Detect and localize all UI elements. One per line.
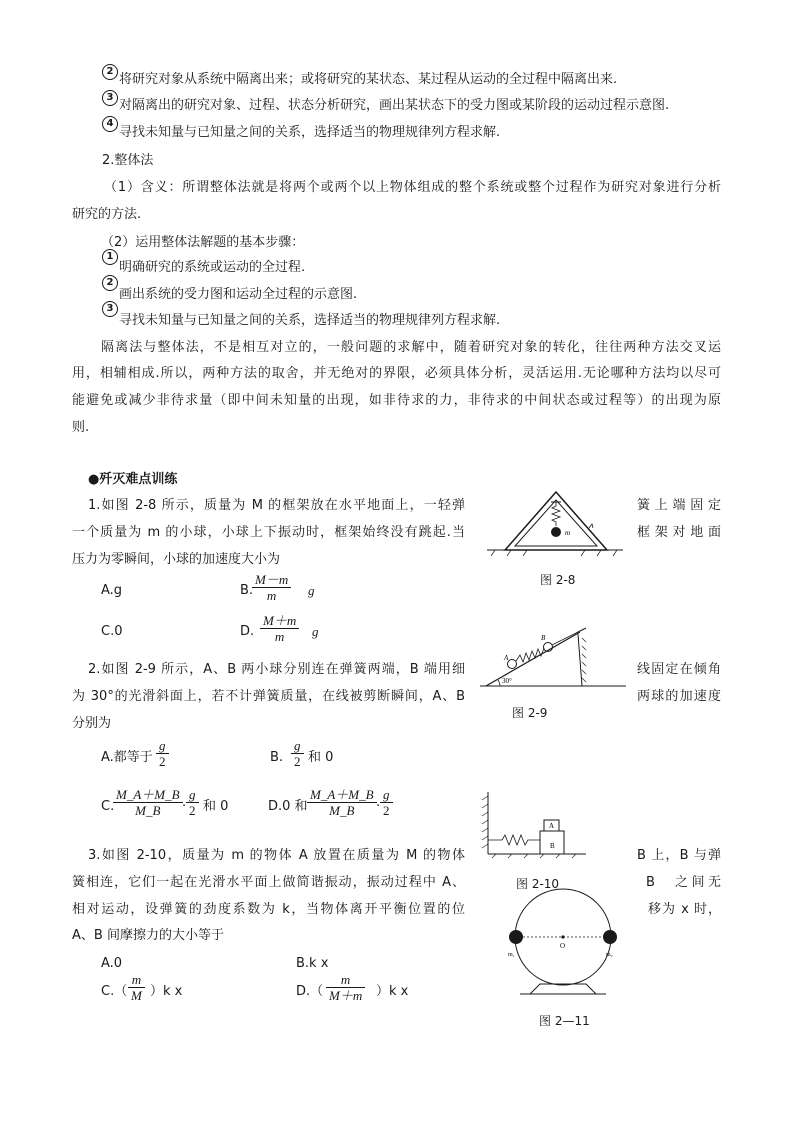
q2-line-right: 线固定在倾角: [637, 662, 721, 677]
q2-option-c-fraction: [113, 787, 183, 818]
q2-option-b-label: B.: [270, 750, 284, 765]
figure-2-10: [478, 788, 590, 858]
step-text: 将研究对象从系统中隔离出来；或将研究的某状态、某过程从运动的全过程中隔离出来.: [119, 72, 618, 87]
denominator: M: [131, 988, 142, 1003]
q3-option-b: B.k x: [296, 956, 329, 971]
step-text: 寻找未知量与已知量之间的关系，选择适当的物理规律列方程求解.: [119, 125, 501, 140]
circled-number: 2: [102, 64, 118, 80]
q2-option-c-tail: 和 0: [203, 799, 229, 814]
q1-line-right: 簧上端固定: [637, 498, 721, 513]
definition-line: 研究的方法.: [72, 207, 142, 222]
q3-option-c-pre: C.（: [101, 984, 128, 999]
circled-number: 3: [102, 301, 118, 317]
numerator: M_A＋M_B: [113, 787, 183, 803]
q2-option-a-fraction: [156, 738, 169, 769]
circled-number: 2: [102, 275, 118, 291]
numerator: g: [156, 738, 169, 754]
denominator: M_B: [329, 803, 355, 818]
right-mass-label: m₂: [606, 952, 613, 958]
q2-line: 为 30°的光滑斜面上，若不计弹簧质量，在线被剪断瞬间，A、B: [72, 689, 465, 704]
q2-option-d-fraction: [307, 787, 377, 818]
step-text: 明确研究的系统或运动的全过程.: [119, 260, 306, 275]
q1-option-b-tail: g: [308, 583, 315, 598]
mass-label: m: [565, 529, 571, 537]
figure-2-9: [478, 626, 628, 690]
q3-option-a: A.0: [101, 956, 123, 971]
denominator: 2: [383, 803, 390, 818]
denominator: M_B: [135, 803, 161, 818]
figure-2-8-caption: 图 2-8: [540, 573, 576, 587]
q2-option-d-fraction-2: [380, 787, 393, 818]
figure-2-9-caption: 图 2-9: [512, 706, 548, 720]
q3-option-d-tail: ）k x: [376, 984, 409, 999]
q1-option-b-label: B.: [240, 583, 254, 598]
center-label: O: [560, 942, 566, 950]
figure-2-11-caption: 图 2—11: [539, 1014, 590, 1028]
summary-line: 能避免或减少非待求量（即中间未知量的出现，如非待求的力，非待求的中间状态或过程等）的出现为原: [72, 393, 721, 408]
q1-option-b-fraction: [252, 572, 291, 603]
label-b: B: [541, 634, 546, 642]
summary-line: 则.: [72, 420, 90, 435]
summary-line: 用，相辅相成.所以，两种方法的取舍，并无绝对的界限，必须具体分析，灵活运用.无论哪种方法均以尽可: [72, 366, 721, 381]
q1-option-a: A.g: [101, 583, 123, 598]
figure-2-11: [500, 888, 628, 1000]
steps-heading: （2）运用整体法解题的基本步骤：: [101, 235, 305, 250]
q3-option-c-fraction: [128, 972, 145, 1003]
q2-option-d-label: D.0 和: [268, 799, 308, 814]
denominator: m: [266, 588, 277, 603]
angle-label: 30°: [502, 677, 512, 685]
circled-number: 4: [102, 116, 118, 132]
q3-line-right: B 之间无: [646, 875, 721, 890]
q3-option-d-pre: D.（: [296, 984, 324, 999]
left-mass-label: m₁: [508, 952, 515, 958]
numerator: M－m: [252, 572, 291, 588]
definition-line: （1）含义：所谓整体法就是将两个或两个以上物体组成的整个系统或整个过程作为研究对象进行分析: [104, 180, 721, 195]
q3-option-c-tail: ）k x: [150, 984, 183, 999]
q2-option-d-mul: ·: [376, 799, 381, 814]
q2-option-c-label: C.: [101, 799, 115, 814]
q3-line: 簧相连，它们一起在光滑水平面上做简谐振动，振动过程中 A、: [72, 875, 465, 890]
numerator: M＋m: [260, 613, 299, 629]
denominator: 2: [189, 803, 196, 818]
summary-line: 隔离法与整体法，不是相互对立的，一般问题的求解中，随着研究对象的转化，往往两种方法交叉运: [101, 340, 721, 355]
q1-option-d-tail: g: [312, 624, 319, 639]
denominator: m: [274, 629, 285, 644]
circled-number: 3: [102, 90, 118, 106]
label-b: B: [550, 842, 555, 850]
step-text: 画出系统的受力图和运动全过程的示意图.: [119, 287, 358, 302]
q2-option-b-tail: 和 0: [308, 750, 334, 765]
q2-line: 2.如图 2-9 所示，A、B 两小球分别连在弹簧两端，B 端用细: [88, 662, 465, 677]
label-a: A: [549, 822, 555, 830]
numerator: M_A＋M_B: [307, 787, 377, 803]
q2-option-b-fraction: [291, 738, 304, 769]
q1-line: 1.如图 2-8 所示，质量为 M 的框架放在水平地面上，一轻弹: [88, 498, 465, 513]
q1-line: 压力为零瞬间，小球的加速度大小为: [72, 552, 281, 567]
numerator: g: [380, 787, 393, 803]
q3-line-right: 移为 x 时，: [648, 902, 721, 917]
q2-line-right: 两球的加速度: [637, 689, 721, 704]
numerator: m: [326, 972, 365, 988]
denominator: 2: [294, 754, 301, 769]
section-heading: 2.整体法: [102, 153, 154, 168]
numerator: m: [128, 972, 145, 988]
q3-line: 3.如图 2-10，质量为 m 的物体 A 放置在质量为 M 的物体: [88, 848, 465, 863]
denominator: M＋m: [329, 988, 363, 1003]
q1-line: 一个质量为 m 的小球，小球上下振动时，框架始终没有跳起.当: [72, 525, 465, 540]
figure-2-8: [485, 488, 625, 558]
numerator: g: [291, 738, 304, 754]
circled-number: 1: [102, 249, 118, 265]
q2-option-c-mul: ·: [182, 799, 187, 814]
label-a: A: [504, 654, 509, 662]
q2-option-c-fraction-2: [186, 787, 199, 818]
q3-option-d-fraction: [326, 972, 365, 1003]
figure-2-10-caption: 图 2-10: [516, 877, 560, 891]
q1-option-d-label: D.: [240, 624, 255, 639]
q2-option-a-label: A.都等于: [101, 750, 153, 765]
denominator: 2: [159, 754, 166, 769]
step-text: 寻找未知量与已知量之间的关系，选择适当的物理规律列方程求解.: [119, 313, 501, 328]
q3-line: A、B 间摩擦力的大小等于: [72, 928, 224, 943]
q3-line-right: B 上，B 与弹: [637, 848, 721, 863]
step-text: 对隔离出的研究对象、过程、状态分析研究，画出某状态下的受力图或某阶段的运动过程示意图.: [119, 98, 670, 113]
q1-option-d-fraction: [260, 613, 299, 644]
q2-line: 分别为: [72, 716, 112, 731]
q3-line: 相对运动，设弹簧的劲度系数为 k，当物体离开平衡位置的位: [72, 902, 465, 917]
training-heading: ●歼灭难点训练: [88, 472, 178, 487]
numerator: g: [186, 787, 199, 803]
q1-option-c: C.0: [101, 624, 123, 639]
q1-line-right: 框架对地面: [637, 525, 721, 540]
